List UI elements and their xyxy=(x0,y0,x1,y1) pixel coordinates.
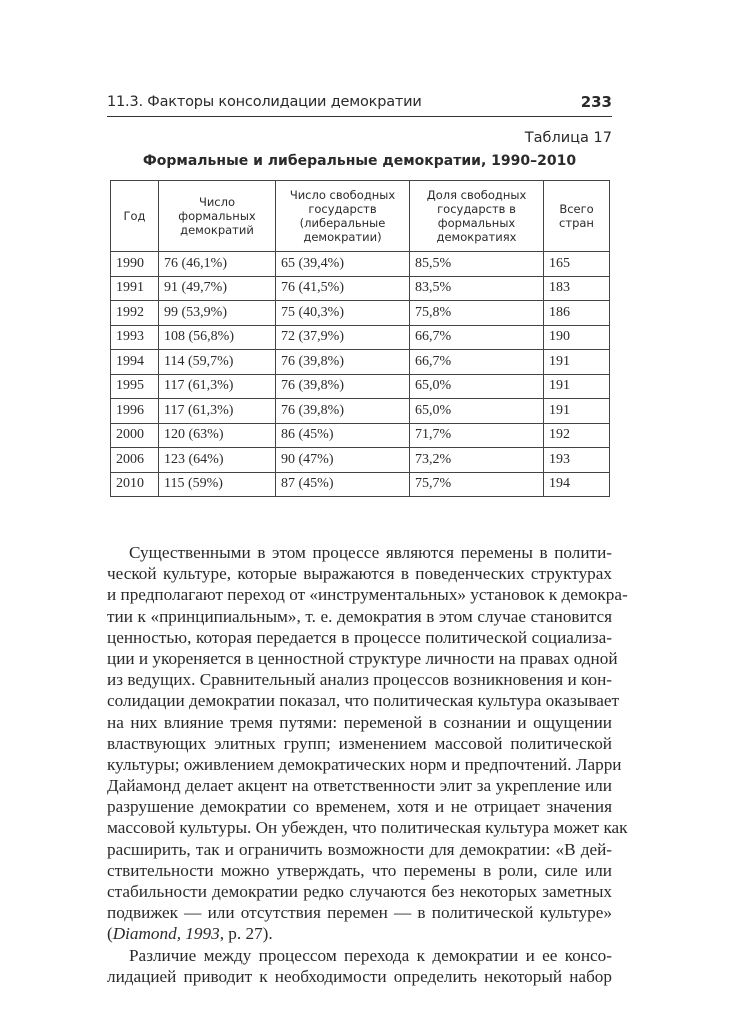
text-line: массовой культуры. Он убежден, что политическая культура может как xyxy=(107,818,628,838)
table-cell: 2000 xyxy=(111,423,159,448)
citation-open: ( xyxy=(107,924,113,944)
table-cell: 1990 xyxy=(111,252,159,277)
text-line: Дайамонд делает акцент на ответственности элит за укрепление или xyxy=(107,776,612,796)
table-cell: 186 xyxy=(544,301,610,326)
table-cell: 117 (61,3%) xyxy=(159,374,276,399)
running-head xyxy=(107,92,612,117)
text-line: расширить, так и ограничить возможности для демократии: «В дей- xyxy=(107,839,612,859)
citation-close: , p. 27). xyxy=(219,924,273,944)
table-title: Формальные и либеральные демократии, 1990–2010 xyxy=(142,153,577,169)
text-line: тии к «принципиальным», т. е. демократия в этом случае становится xyxy=(107,606,612,626)
table-cell: 191 xyxy=(544,350,610,375)
header-share: Доля свободных государств в формальных демократиях xyxy=(410,181,544,252)
citation-ref: Diamond, 1993 xyxy=(112,924,220,944)
text-line: разрушение демократии со временем, хотя и не отрицает значения xyxy=(107,797,612,817)
text-line: и предполагают переход от «инструментальных» установок к демокра- xyxy=(107,585,628,605)
table-row xyxy=(111,325,610,350)
header-year: Год xyxy=(111,181,159,252)
text-line: властвующих элитных групп; изменением массовой политической xyxy=(107,733,612,753)
text-line: Существенными в этом процессе являются перемены в полити- xyxy=(129,543,612,562)
text-line: ческой культуре, которые выражаются в поведенческих структурах xyxy=(107,564,612,584)
text-line: ценностью, которая передается в процессе политической социализа- xyxy=(107,627,612,647)
text-line: Различие между процессом перехода к демократии и ее консо- xyxy=(129,945,612,965)
text-line: на них влияние тремя путями: переменой в сознании и ощущении xyxy=(107,712,612,732)
table-row xyxy=(111,350,610,375)
text-line: стабильности демократии редко случаются без некоторых заметных xyxy=(107,882,612,901)
table-cell: 99 (53,9%) xyxy=(159,301,276,326)
table-cell: 76 (46,1%) xyxy=(159,252,276,277)
header-formal: Число формальных демократий xyxy=(159,181,276,252)
data-table xyxy=(110,180,610,497)
table-cell: 1994 xyxy=(111,350,159,375)
table-cell: 192 xyxy=(544,423,610,448)
table-cell: 114 (59,7%) xyxy=(159,350,276,375)
chapter-title: 11.3. Факторы консолидации демократии xyxy=(107,94,422,110)
table-cell: 1993 xyxy=(111,325,159,350)
table-cell: 1991 xyxy=(111,276,159,301)
table-row xyxy=(111,399,610,424)
text-line: ции и укореняется в ценностной структуре личности на правах одной xyxy=(107,648,618,668)
table-header-row xyxy=(111,181,610,252)
text-line: культуры; оживлением демократических норм и предпочтений. Ларри xyxy=(107,754,622,774)
table-cell: 165 xyxy=(544,252,610,277)
table-row xyxy=(111,301,610,326)
table-row xyxy=(111,374,610,399)
table-cell: 190 xyxy=(544,325,610,350)
table-row xyxy=(111,472,610,497)
table-cell: 72 (37,9%) xyxy=(276,325,410,350)
table-cell: 66,7% xyxy=(410,350,544,375)
table-cell: 120 (63%) xyxy=(159,423,276,448)
table-cell: 115 (59%) xyxy=(159,472,276,497)
table-cell: 65,0% xyxy=(410,374,544,399)
table-cell: 75,7% xyxy=(410,472,544,497)
table-cell: 90 (47%) xyxy=(276,448,410,473)
table-cell: 76 (39,8%) xyxy=(276,350,410,375)
table-cell: 73,2% xyxy=(410,448,544,473)
table-cell: 2006 xyxy=(111,448,159,473)
table-cell: 65 (39,4%) xyxy=(276,252,410,277)
citation-line xyxy=(107,923,612,944)
text-line: солидации демократии показал, что политическая культура оказывает xyxy=(107,691,619,711)
table-cell: 66,7% xyxy=(410,325,544,350)
table-row xyxy=(111,276,610,301)
header-total: Всего стран xyxy=(544,181,610,252)
table-cell: 193 xyxy=(544,448,610,473)
table-cell: 75,8% xyxy=(410,301,544,326)
text-line: лидацией приводит к необходимости определить некоторый набор xyxy=(107,966,612,986)
text-line: из ведущих. Сравнительный анализ процессов возникновения и кон- xyxy=(107,670,612,690)
table-cell: 191 xyxy=(544,374,610,399)
text-line: ствительности можно утверждать, что перемены в роли, силе или xyxy=(107,860,612,880)
table-cell: 191 xyxy=(544,399,610,424)
table-cell: 123 (64%) xyxy=(159,448,276,473)
table-cell: 85,5% xyxy=(410,252,544,277)
table-cell: 75 (40,3%) xyxy=(276,301,410,326)
body-text xyxy=(107,542,628,987)
text-line: подвижек — или отсутствия перемен — в политической культуре» xyxy=(107,903,612,923)
page-number: 233 xyxy=(580,93,612,111)
table-cell: 1992 xyxy=(111,301,159,326)
table-cell: 76 (41,5%) xyxy=(276,276,410,301)
table-cell: 87 (45%) xyxy=(276,472,410,497)
table-cell: 194 xyxy=(544,472,610,497)
table-cell: 76 (39,8%) xyxy=(276,374,410,399)
table-cell: 71,7% xyxy=(410,423,544,448)
table-cell: 183 xyxy=(544,276,610,301)
table-cell: 76 (39,8%) xyxy=(276,399,410,424)
table-row xyxy=(111,448,610,473)
table-cell: 86 (45%) xyxy=(276,423,410,448)
table-cell: 117 (61,3%) xyxy=(159,399,276,424)
table-row xyxy=(111,423,610,448)
header-free: Число свободных государств (либеральные демократии) xyxy=(276,181,410,252)
table-cell: 1995 xyxy=(111,374,159,399)
table-cell: 108 (56,8%) xyxy=(159,325,276,350)
table-cell: 1996 xyxy=(111,399,159,424)
table-cell: 83,5% xyxy=(410,276,544,301)
table-cell: 65,0% xyxy=(410,399,544,424)
table-cell: 2010 xyxy=(111,472,159,497)
table-number: Таблица 17 xyxy=(524,130,612,146)
table-row xyxy=(111,252,610,277)
table-cell: 91 (49,7%) xyxy=(159,276,276,301)
